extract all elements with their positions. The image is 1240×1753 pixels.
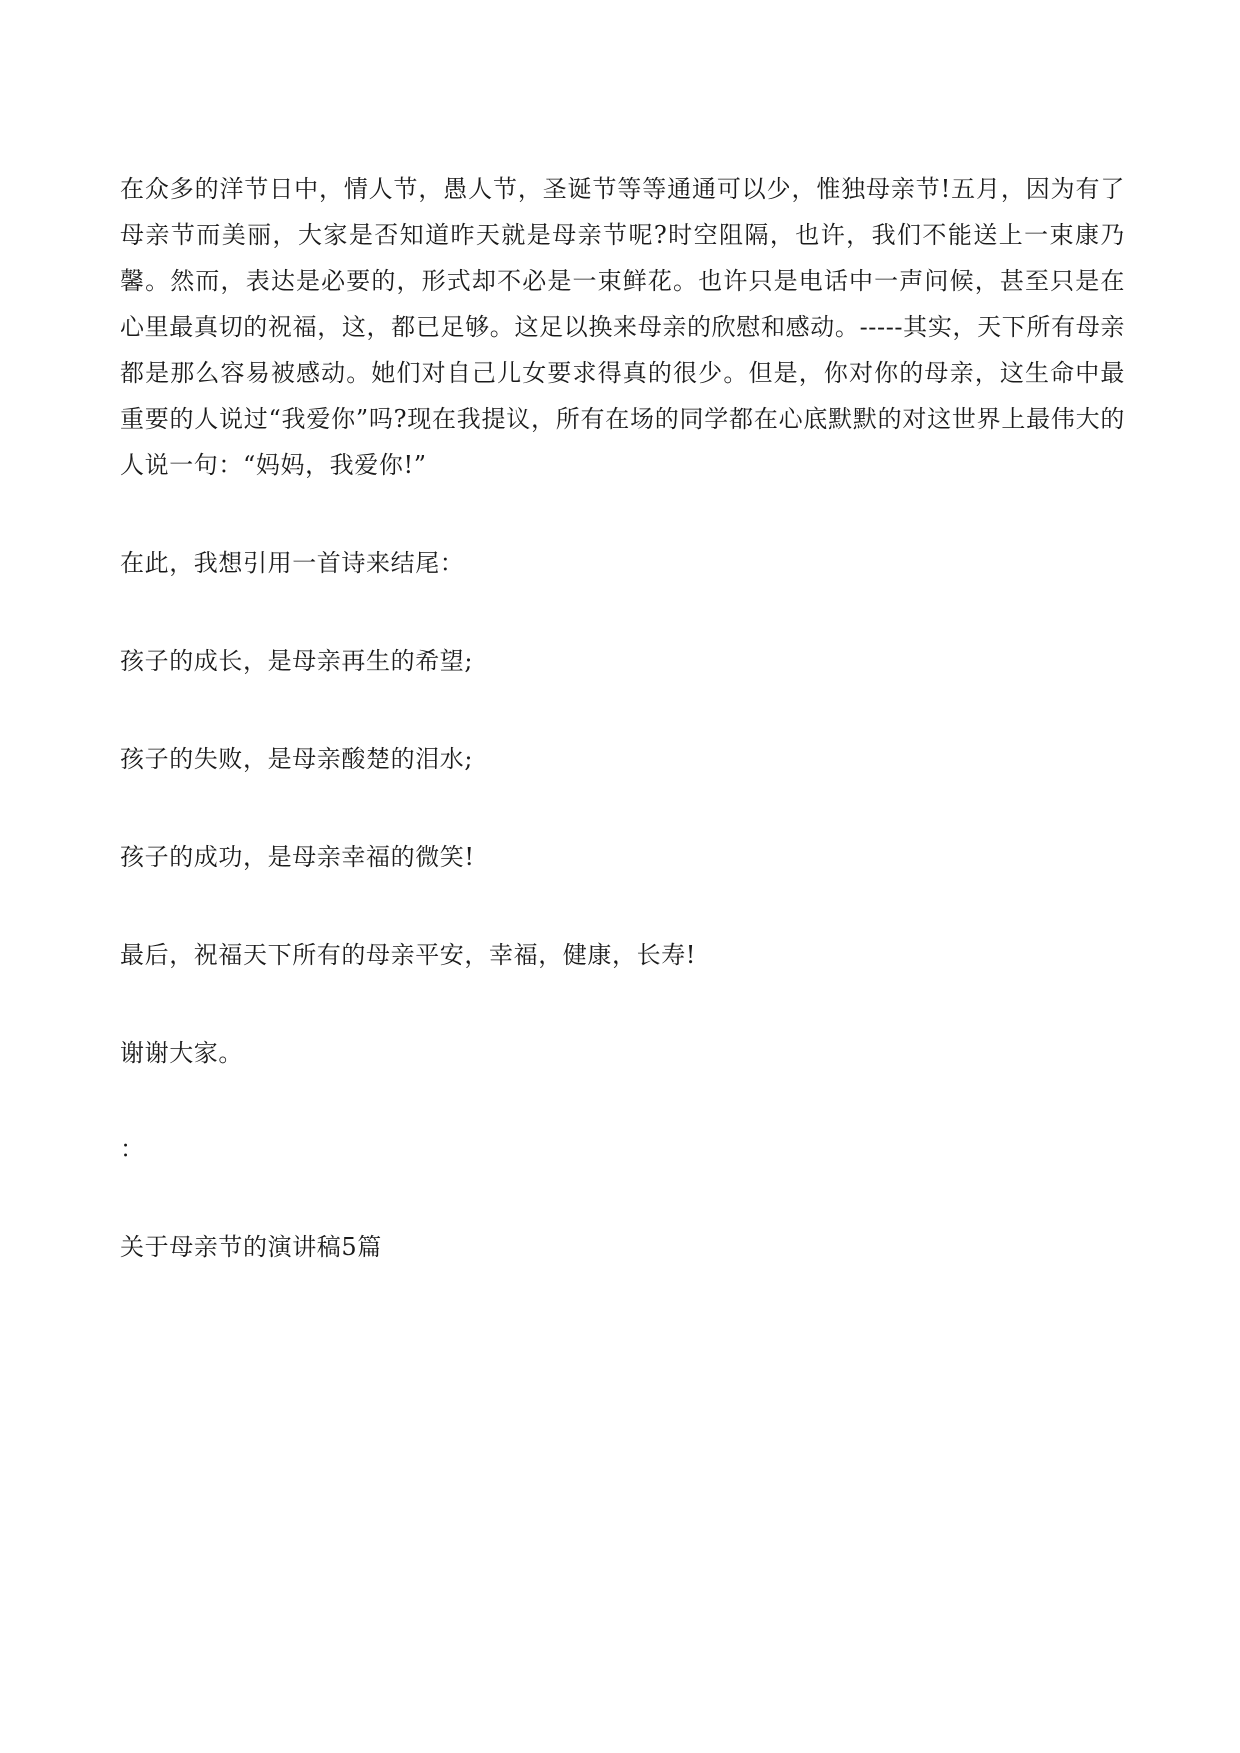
paragraph-poem-line-3: 孩子的成功，是母亲幸福的微笑! [120,843,475,871]
paragraph-thanks: 谢谢大家。 [120,1039,243,1067]
document-body [120,166,1125,1270]
separator-colon: ： [120,1135,145,1163]
paragraph-poem-line-1: 孩子的成长，是母亲再生的希望; [120,647,474,675]
paragraph-poem-line-2: 孩子的失败，是母亲酸楚的泪水; [120,745,474,773]
footer-title: 关于母亲节的演讲稿5篇 [120,1233,382,1261]
paragraph-main: 在众多的洋节日中，情人节，愚人节，圣诞节等等通通可以少，惟独母亲节!五月，因为有了母亲节而美丽，大家是否知道昨天就是母亲节呢?时空阻隔，也许，我们不能送上一束康乃馨。然而，表达是必要的，形式却不必是一束鲜花。也许只是电话中一声问候，甚至只是在心里最真切的祝福，这，都已足够。这足以换来母亲的欣慰和感动。-----其实，天下所有母亲都是那么容易被感动。她们对自己儿女要求得真的很少。但是，你对你的母亲，这生命中最重要的人说过“我爱你”吗?现在我提议，所有在场的同学都在心底默默的对这世界上最伟大的人说一句：“妈妈，我爱你!” [120,175,1125,479]
paragraph-poem-intro: 在此，我想引用一首诗来结尾： [120,549,465,577]
paragraph-blessing: 最后，祝福天下所有的母亲平安，幸福，健康，长寿! [120,941,697,969]
